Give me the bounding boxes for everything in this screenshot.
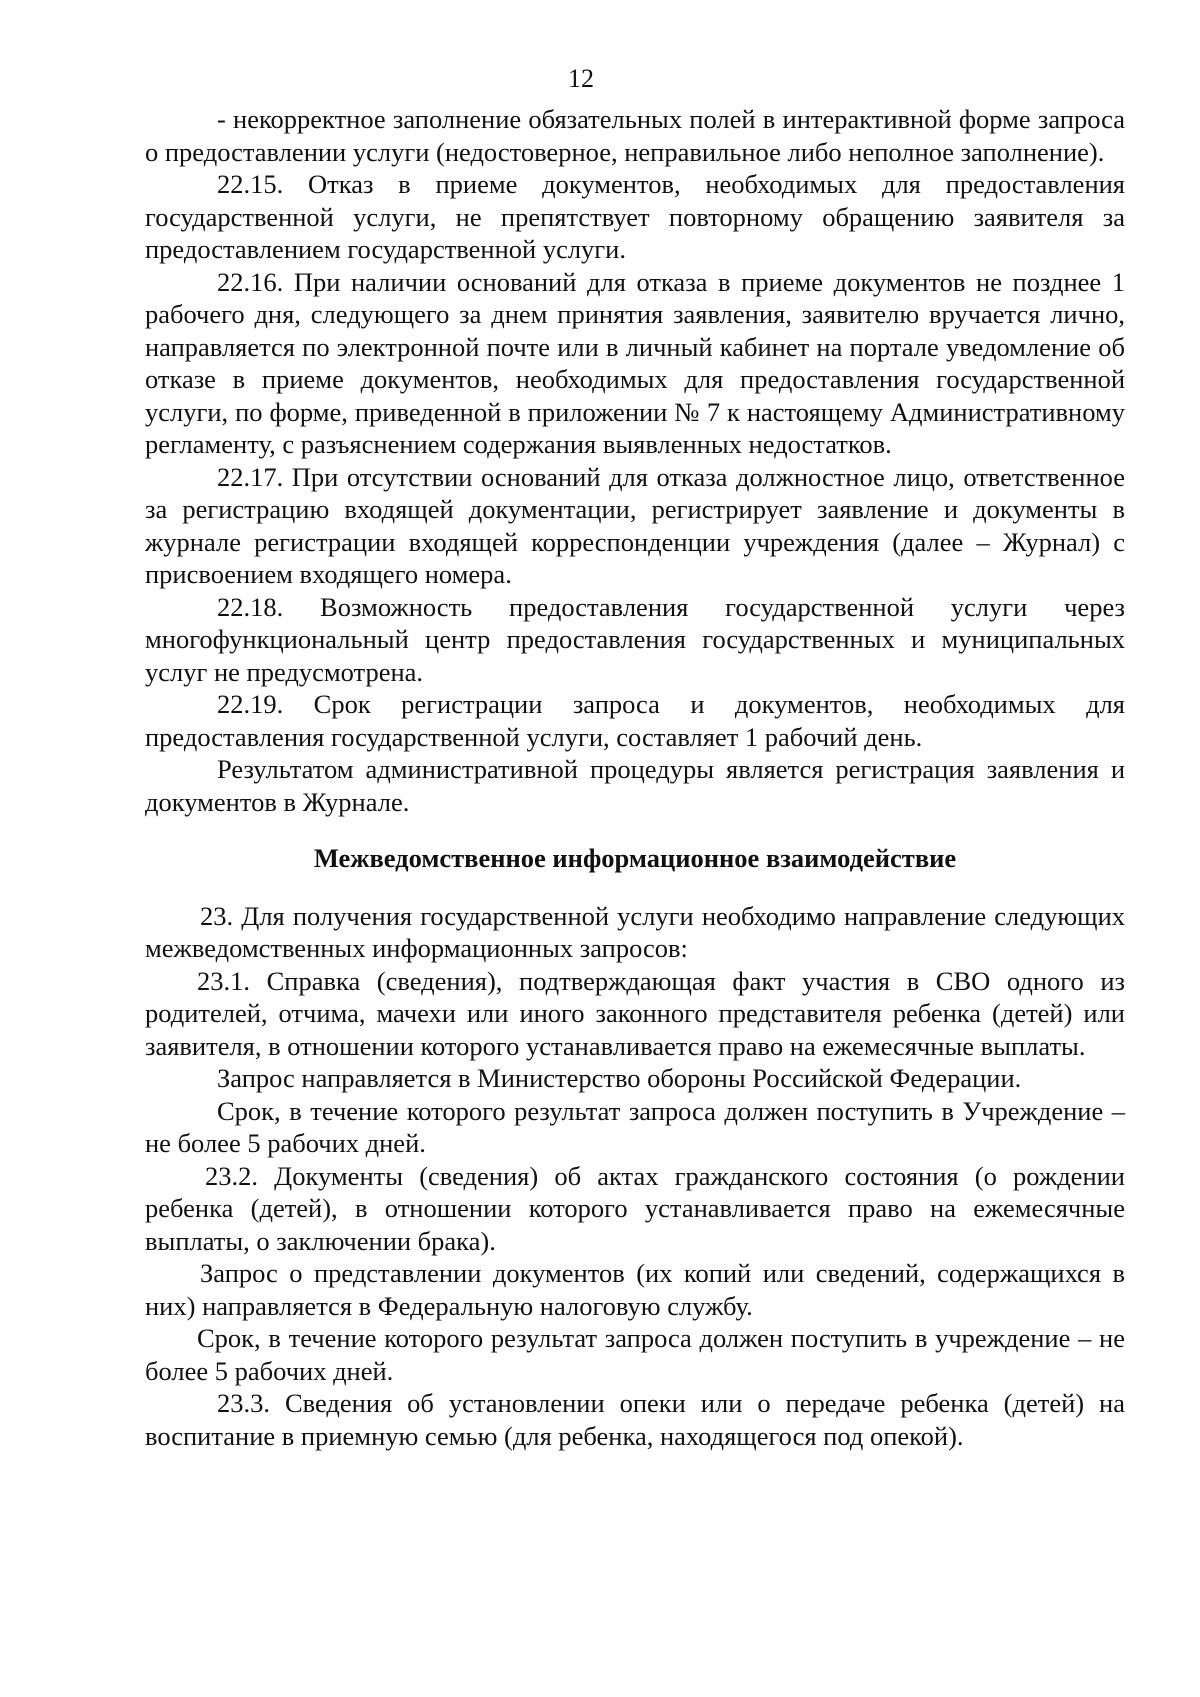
paragraph-23: 23. Для получения государственной услуги необходимо направление следующих межведомственных информационных запросов:	[145, 900, 1125, 963]
paragraph-result: Результатом административной процедуры является регистрация заявления и документов в Журнале.	[145, 754, 1125, 817]
paragraph-23-2: 23.2. Документы (сведения) об актах гражданского состояния (о рождении ребенка (детей), в отношении которого устанавливается право на ежемесячные выплаты, о заключении брака).	[145, 1160, 1125, 1256]
paragraph-23-1-request: Запрос направляется в Министерство обороны Российской Федерации.	[217, 1063, 1022, 1093]
document-body	[145, 103, 1125, 1452]
section-heading: Межведомственное информационное взаимодействие	[313, 843, 957, 873]
paragraph-23-1-term: Срок, в течение которого результат запроса должен поступить в Учреждение – не более 5 рабочих дней.	[145, 1095, 1125, 1158]
paragraph-22-18: 22.18. Возможность предоставления государственной услуги через многофункциональный центр предоставления государственных и муниципальных услуг не предусмотрена.	[145, 591, 1125, 687]
paragraph-23-1: 23.1. Справка (сведения), подтверждающая факт участия в СВО одного из родителей, отчима, мачехи или иного законного представителя ребенка (детей) или заявителя, в отношении которого устанавливается право на ежемесячные выплаты.	[145, 965, 1125, 1061]
paragraph-23-2-term: Срок, в течение которого результат запроса должен поступить в учреждение – не более 5 рабочих дней.	[145, 1323, 1125, 1386]
paragraph-23-2-request: Запрос о представлении документов (их копий или сведений, содержащихся в них) направляется в Федеральную налоговую службу.	[145, 1258, 1125, 1321]
paragraph-22-19: 22.19. Срок регистрации запроса и документов, необходимых для предоставления государственной услуги, составляет 1 рабочий день.	[145, 689, 1125, 752]
paragraph-22-15: 22.15. Отказ в приеме документов, необходимых для предоставления государственной услуги, не препятствует повторному обращению заявителя за предоставлением государственной услуги.	[145, 169, 1125, 264]
page-number: 12	[568, 64, 594, 93]
paragraph-22-17: 22.17. При отсутствии оснований для отказа должностное лицо, ответственное за регистрацию входящей документации, регистрирует заявление и документы в журнале регистрации входящей корреспонденции учреждения (далее – Журнал) с присвоением входящего номера.	[145, 461, 1125, 589]
paragraph-22-16: 22.16. При наличии оснований для отказа в приеме документов не позднее 1 рабочего дня, следующего за днем принятия заявления, заявителю вручается лично, направляется по электронной почте или в личный кабинет на портале уведомление об отказе в приеме документов, необходимых для предоставления государственной услуги, по форме, приведенной в приложении № 7 к настоящему Административному регламенту, с разъяснением содержания выявленных недостатков.	[145, 266, 1125, 459]
paragraph-23-3: 23.3. Сведения об установлении опеки или о передаче ребенка (детей) на воспитание в приемную семью (для ребенка, находящегося под опекой).	[145, 1388, 1125, 1451]
paragraph-list-item: - некорректное заполнение обязательных полей в интерактивной форме запроса о предоставлении услуги (недостоверное, неправильное либо неполное заполнение).	[145, 104, 1125, 167]
